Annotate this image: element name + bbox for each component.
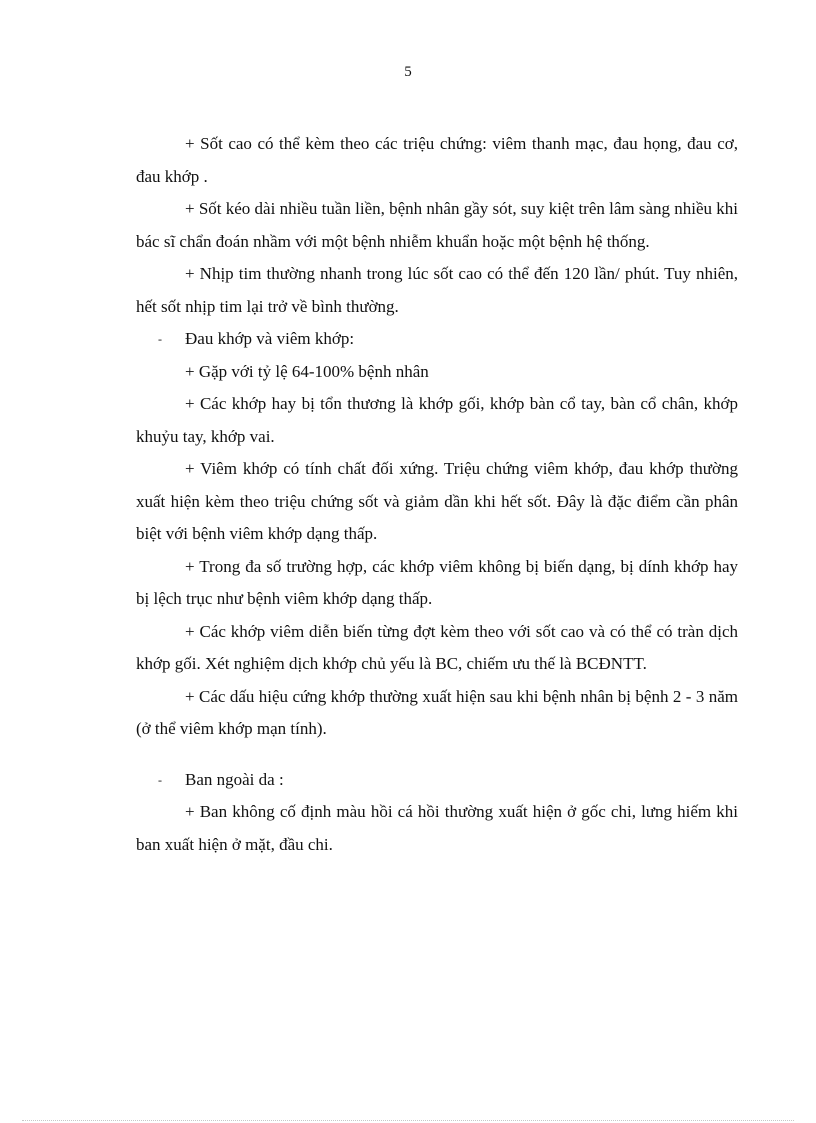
bullet-heading-joint-pain: [136, 323, 738, 356]
page-bottom-divider: [22, 1120, 794, 1121]
paragraph: + Sốt kéo dài nhiều tuần liền, bệnh nhân gầy sót, suy kiệt trên lâm sàng nhiều khi bác sĩ chẩn đoán nhầm với một bệnh nhiễm khuẩn hoặc một bệnh hệ thống.: [136, 199, 739, 251]
page-number: 5: [404, 64, 412, 80]
bullet-marker: -: [158, 332, 162, 346]
paragraph: + Nhịp tim thường nhanh trong lúc sốt cao có thể đến 120 lần/ phút. Tuy nhiên, hết sốt nhịp tim lại trở về bình thường.: [136, 264, 738, 316]
paragraph: + Ban không cố định màu hồi cá hồi thường xuất hiện ở gốc chi, lưng hiếm khi ban xuất hiện ở mặt, đầu chi.: [136, 802, 738, 854]
bullet-heading-text: Ban ngoài da :: [185, 769, 284, 789]
bullet-marker: -: [158, 772, 162, 787]
paragraph: + Viêm khớp có tính chất đối xứng. Triệu chứng viêm khớp, đau khớp thường xuất hiện kèm theo triệu chứng sốt và giảm dần khi hết sốt. Đây là đặc điểm cần phân biệt với bệnh viêm khớp dạng thấp.: [136, 459, 738, 543]
paragraph: + Sốt cao có thể kèm theo các triệu chứng: viêm thanh mạc, đau họng, đau cơ, đau khớp .: [136, 134, 738, 186]
spacer: [136, 746, 738, 764]
bullet-heading-text: Đau khớp và viêm khớp:: [185, 329, 355, 348]
document-body: [136, 128, 738, 861]
paragraph: + Các khớp hay bị tổn thương là khớp gối, khớp bàn cổ tay, bàn cổ chân, khớp khuỷu tay, khớp vai.: [136, 394, 738, 446]
paragraph: + Các khớp viêm diễn biến từng đợt kèm theo với sốt cao và có thể có tràn dịch khớp gối. Xét nghiệm dịch khớp chủ yếu là BC, chiếm ưu thế là BCĐNTT.: [136, 621, 738, 673]
paragraph: + Gặp với tỷ lệ 64-100% bệnh nhân: [185, 361, 429, 381]
paragraph: + Các dấu hiệu cứng khớp thường xuất hiện sau khi bệnh nhân bị bệnh 2 - 3 năm (ở thể viêm khớp mạn tính).: [136, 686, 738, 738]
bullet-heading-skin-rash: [136, 764, 738, 797]
paragraph: + Trong đa số trường hợp, các khớp viêm không bị biến dạng, bị dính khớp hay bị lệch trục như bệnh viêm khớp dạng thấp.: [136, 556, 738, 608]
